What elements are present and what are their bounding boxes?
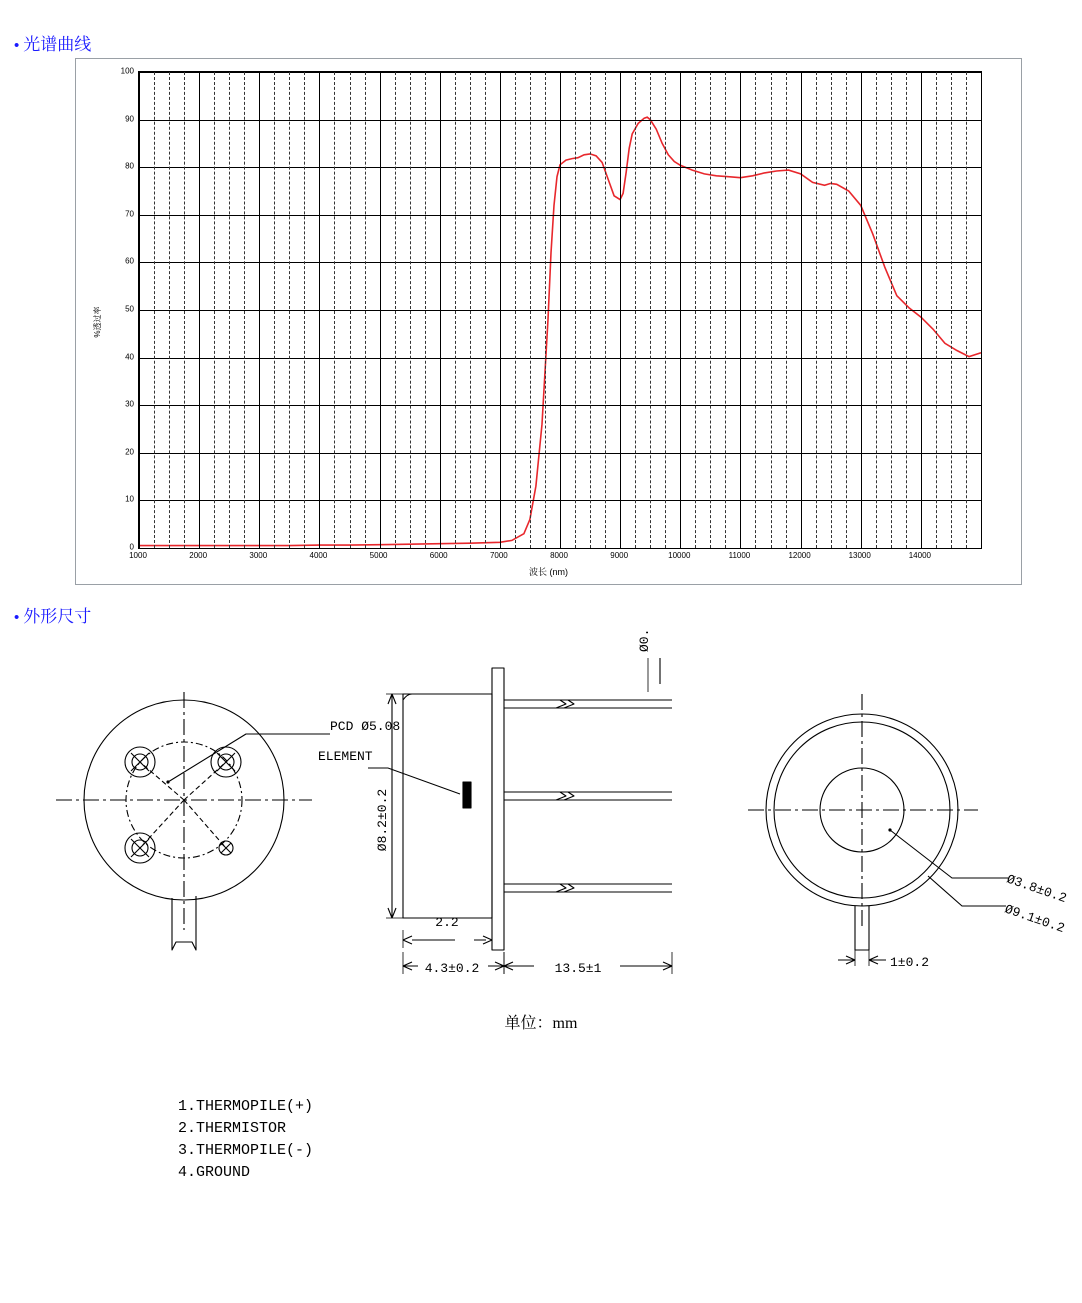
- chart-y-tick-label: 20: [125, 447, 134, 457]
- spectral-chart: [75, 58, 1022, 585]
- chart-gridline-v-minor: [470, 72, 471, 548]
- chart-x-tick-label: 2000: [189, 551, 208, 560]
- chart-gridline-v-minor: [831, 72, 832, 548]
- drawing-bottom-view: [56, 680, 330, 950]
- chart-gridline-v-minor: [304, 72, 305, 548]
- chart-y-tick-label: 50: [125, 304, 134, 314]
- chart-gridline-v-minor: [876, 72, 877, 548]
- chart-x-tick-label: 1000: [129, 551, 147, 560]
- chart-gridline-v-minor: [214, 72, 215, 548]
- chart-gridline-v-minor: [530, 72, 531, 548]
- chart-gridline-v-minor: [710, 72, 711, 548]
- chart-gridline-v-minor: [410, 72, 411, 548]
- chart-gridline-h: [139, 548, 981, 549]
- chart-gridline-v-major: [680, 72, 681, 548]
- chart-gridline-v-minor: [154, 72, 155, 548]
- label-flange: 1±0.2: [890, 955, 930, 970]
- chart-gridline-v-major: [740, 72, 741, 548]
- chart-x-tick-label: 4000: [309, 551, 328, 560]
- list-item: 2.THERMISTOR: [178, 1120, 287, 1137]
- chart-x-tick-label: 5000: [369, 551, 388, 560]
- chart-gridline-v-major: [801, 72, 802, 548]
- chart-gridline-v-minor: [334, 72, 335, 548]
- chart-gridline-v-minor: [725, 72, 726, 548]
- chart-gridline-v-major: [500, 72, 501, 548]
- chart-y-tick-label: 90: [125, 114, 134, 124]
- chart-y-tick-label: 100: [120, 66, 134, 76]
- chart-gridline-v-minor: [771, 72, 772, 548]
- chart-y-tick-label: 40: [125, 352, 134, 362]
- chart-plot-area: [138, 71, 982, 549]
- drawing-side-view: [386, 658, 672, 974]
- chart-gridline-v-minor: [365, 72, 366, 548]
- chart-y-tick-label: 80: [125, 161, 134, 171]
- chart-gridline-v-minor: [184, 72, 185, 548]
- chart-gridline-v-major: [259, 72, 260, 548]
- chart-gridline-v-minor: [936, 72, 937, 548]
- chart-gridline-v-minor: [289, 72, 290, 548]
- chart-gridline-v-major: [981, 72, 982, 548]
- chart-x-tick-label: 13000: [848, 551, 871, 560]
- chart-gridline-v-minor: [229, 72, 230, 548]
- chart-gridline-v-minor: [244, 72, 245, 548]
- chart-gridline-v-major: [440, 72, 441, 548]
- chart-y-tick-label: 60: [125, 256, 134, 266]
- chart-gridline-v-minor: [274, 72, 275, 548]
- chart-gridline-v-minor: [891, 72, 892, 548]
- bullet-icon: •: [14, 37, 20, 54]
- label-cap-thickness: 2.2: [435, 915, 459, 930]
- chart-gridline-v-minor: [590, 72, 591, 548]
- section-title-dimensions: [14, 602, 91, 627]
- chart-x-tick-label: 11000: [728, 551, 751, 560]
- chart-gridline-v-minor: [846, 72, 847, 548]
- drawing-top-view: [748, 694, 1008, 966]
- chart-gridline-v-minor: [485, 72, 486, 548]
- label-pin-dia: Ø0.45: [637, 630, 652, 652]
- chart-gridline-v-minor: [169, 72, 170, 548]
- chart-x-tick-label: 14000: [908, 551, 931, 560]
- chart-gridline-v-major: [139, 72, 140, 548]
- list-item: 3.THERMOPILE(-): [178, 1142, 314, 1159]
- chart-x-tick-label: 7000: [489, 551, 508, 560]
- unit-note: 单位：mm: [504, 1015, 578, 1032]
- chart-x-axis-label: 波长 (nm): [529, 567, 568, 577]
- chart-gridline-v-minor: [515, 72, 516, 548]
- drawing-svg: [0, 630, 1082, 1030]
- chart-gridline-v-minor: [816, 72, 817, 548]
- chart-gridline-v-minor: [605, 72, 606, 548]
- chart-gridline-v-minor: [455, 72, 456, 548]
- chart-gridline-v-major: [620, 72, 621, 548]
- label-aperture-dia: Ø3.8±0.2: [1004, 871, 1069, 907]
- chart-gridline-v-major: [319, 72, 320, 548]
- label-pin-length: 13.5±1: [554, 961, 602, 976]
- chart-gridline-v-minor: [575, 72, 576, 548]
- chart-y-tick-label: 30: [125, 399, 134, 409]
- chart-gridline-v-major: [861, 72, 862, 548]
- list-item: 4.GROUND: [178, 1164, 251, 1181]
- chart-gridline-v-major: [380, 72, 381, 548]
- chart-x-tick-label: 9000: [610, 551, 629, 560]
- chart-x-tick-label: 10000: [668, 551, 691, 560]
- chart-y-axis-ticks: [96, 66, 134, 552]
- label-window-dia: Ø8.2±0.2: [375, 788, 390, 852]
- label-pcd: PCD Ø5.08: [330, 719, 401, 734]
- chart-x-tick-label: 6000: [429, 551, 448, 560]
- chart-gridline-v-minor: [786, 72, 787, 548]
- chart-gridline-v-minor: [650, 72, 651, 548]
- chart-y-axis-label: %透过率: [93, 305, 103, 338]
- chart-gridline-v-major: [921, 72, 922, 548]
- chart-y-tick-label: 0: [129, 542, 134, 552]
- chart-gridline-v-minor: [665, 72, 666, 548]
- chart-x-tick-label: 3000: [249, 551, 268, 560]
- chart-gridline-v-major: [560, 72, 561, 548]
- chart-gridline-v-minor: [545, 72, 546, 548]
- chart-y-tick-label: 70: [125, 209, 134, 219]
- chart-gridline-v-minor: [966, 72, 967, 548]
- label-element: ELEMENT: [318, 749, 373, 764]
- pin-assignment-list: [178, 1096, 313, 1184]
- chart-x-tick-label: 8000: [550, 551, 568, 560]
- chart-gridline-v-minor: [350, 72, 351, 548]
- chart-gridline-v-minor: [635, 72, 636, 548]
- outline-dimension-drawing: [0, 630, 1082, 1030]
- chart-gridline-v-minor: [755, 72, 756, 548]
- chart-gridline-v-minor: [951, 72, 952, 548]
- section-title-spectral-label: 光谱曲线: [23, 35, 92, 54]
- chart-gridline-v-minor: [695, 72, 696, 548]
- chart-x-tick-label: 12000: [788, 551, 811, 560]
- list-item: 1.THERMOPILE(+): [178, 1098, 314, 1115]
- bullet-icon: •: [14, 609, 20, 626]
- chart-gridline-v-minor: [425, 72, 426, 548]
- chart-x-axis-ticks: [129, 551, 980, 565]
- chart-gridline-v-minor: [395, 72, 396, 548]
- chart-gridline-v-major: [199, 72, 200, 548]
- label-outer-dia: Ø9.1±0.2: [1002, 901, 1067, 937]
- chart-gridline-v-minor: [906, 72, 907, 548]
- label-body-length: 4.3±0.2: [424, 961, 480, 976]
- chart-y-tick-label: 10: [125, 494, 134, 504]
- section-title-spectral-curve: [14, 30, 91, 55]
- section-title-dimensions-label: 外形尺寸: [23, 607, 92, 626]
